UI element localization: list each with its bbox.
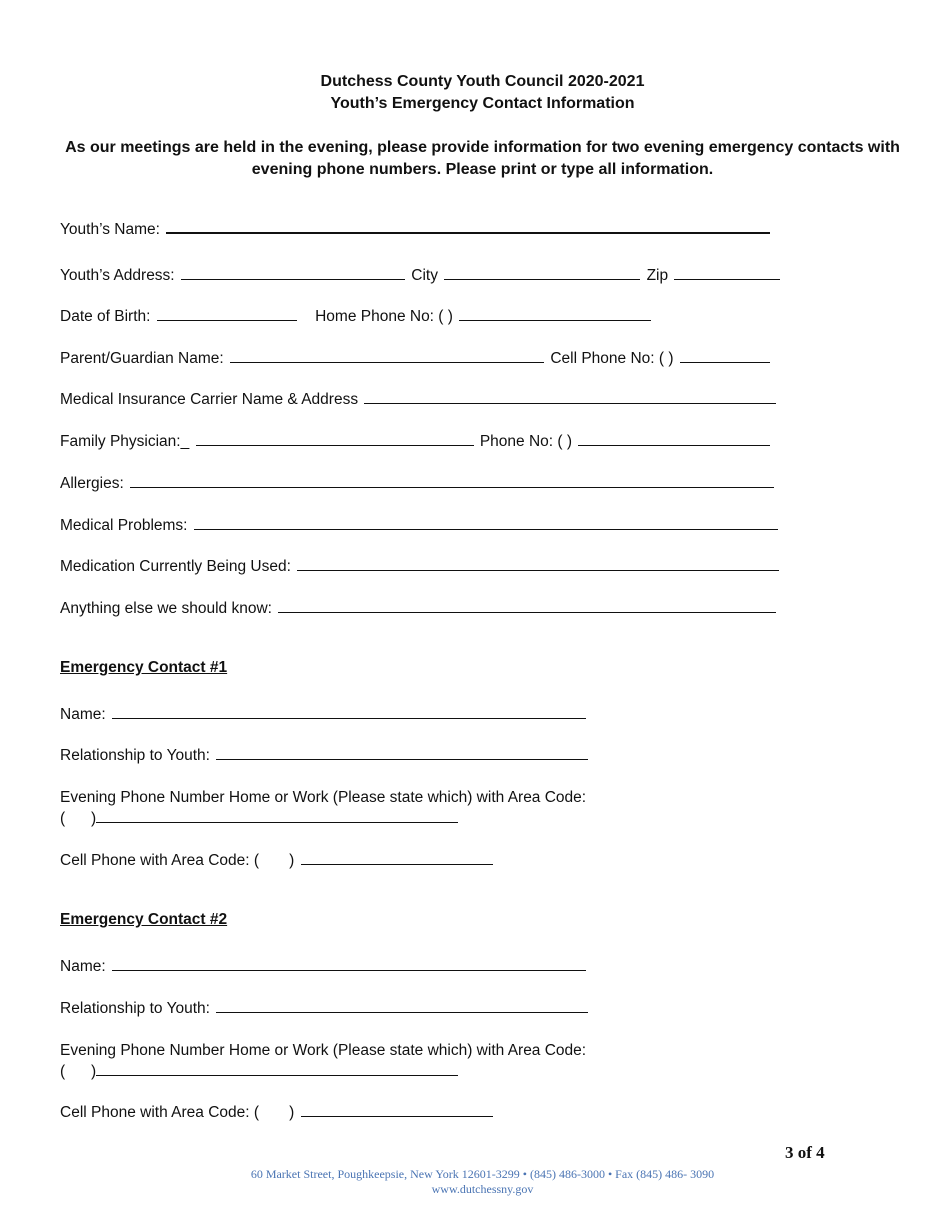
dob-label: Date of Birth: [60,308,151,325]
contact1-cell-row [60,851,495,871]
insurance-label: Medical Insurance Carrier Name & Address [60,391,359,408]
contact1-cell-field[interactable] [301,851,493,865]
city-field[interactable] [444,266,640,280]
contact2-relationship-row [60,999,590,1019]
footer-website[interactable]: www.dutchessny.gov [431,1182,534,1196]
contact2-name-field[interactable] [112,957,586,971]
cell-phone-field[interactable] [680,349,770,363]
youth-name-field[interactable] [166,219,770,234]
contact1-name-field[interactable] [112,705,586,719]
footer-address: 60 Market Street, Poughkeepsie, New York 12601-3299 • (845) 486-3000 • Fax (845) 486- 3090 [250,1167,715,1181]
cell-phone-label: Cell Phone No: ( ) [550,350,674,367]
city-label: City [411,267,438,284]
form-title: Dutchess County Youth Council 2020-2021 [320,73,645,90]
medication-row [60,557,781,577]
contact2-evening-phone-line-row [60,1062,460,1082]
allergies-field[interactable] [130,474,774,488]
contact1-cell-label: Cell Phone with Area Code: ( ) [60,852,295,869]
medical-problems-field[interactable] [194,516,778,530]
emergency-contact-1-heading: Emergency Contact #1 [60,659,228,676]
page-number: 3 of 4 [785,1143,825,1162]
physician-field[interactable] [196,432,474,446]
contact1-evening-phone-label: Evening Phone Number Home or Work (Please state which) with Area Code: [60,789,587,806]
anything-else-row [60,599,778,619]
contact2-cell-label: Cell Phone with Area Code: ( ) [60,1104,295,1121]
contact2-name-label: Name: [60,958,106,975]
emergency-contact-2-heading: Emergency Contact #2 [60,911,228,928]
contact2-cell-field[interactable] [301,1103,493,1117]
youth-name-label: Youth’s Name: [60,221,160,238]
physician-phone-label: Phone No: ( ) [479,433,573,450]
contact2-relationship-label: Relationship to Youth: [60,1000,210,1017]
anything-else-label: Anything else we should know: [60,600,272,617]
zip-field[interactable] [674,266,780,280]
contact1-relationship-label: Relationship to Youth: [60,747,210,764]
anything-else-field[interactable] [278,599,776,613]
youth-address-field[interactable] [181,266,405,280]
physician-row [60,432,772,452]
contact2-evening-area-code: ( ) [60,1063,97,1080]
contact2-evening-phone-field[interactable] [96,1062,458,1076]
physician-phone-field[interactable] [578,432,770,446]
contact2-evening-phone-label: Evening Phone Number Home or Work (Please state which) with Area Code: [60,1042,587,1059]
dob-field[interactable] [157,307,297,321]
insurance-field[interactable] [364,390,776,404]
youth-address-label: Youth’s Address: [60,267,175,284]
youth-name-row [60,219,772,240]
medication-field[interactable] [297,557,779,571]
contact1-relationship-row [60,746,590,766]
allergies-label: Allergies: [60,475,124,492]
parent-name-label: Parent/Guardian Name: [60,350,224,367]
form-subtitle: Youth’s Emergency Contact Information [330,95,635,112]
contact1-name-label: Name: [60,706,106,723]
home-phone-field[interactable] [459,307,651,321]
physician-label: Family Physician:_ [60,433,190,450]
contact1-evening-phone-field[interactable] [96,809,458,823]
medication-label: Medication Currently Being Used: [60,558,291,575]
contact1-relationship-field[interactable] [216,746,588,760]
contact1-evening-phone-line-row [60,809,460,829]
contact1-evening-area-code: ( ) [60,810,97,827]
home-phone-label: Home Phone No: ( ) [315,308,453,325]
contact2-name-row [60,957,588,977]
insurance-row [60,390,778,410]
contact2-cell-row [60,1103,495,1123]
parent-row [60,349,772,369]
medical-problems-row [60,516,780,536]
contact2-relationship-field[interactable] [216,999,588,1013]
allergies-row [60,474,776,494]
zip-label: Zip [646,267,669,284]
contact1-name-row [60,705,588,725]
instructions: As our meetings are held in the evening, please provide information for two evening emergency contacts with evening phone numbers. Please print or type all information. [65,139,900,178]
parent-name-field[interactable] [230,349,544,363]
contact1-evening-phone-row [60,788,586,808]
medical-problems-label: Medical Problems: [60,517,188,534]
dob-row [60,307,653,327]
contact2-evening-phone-row [60,1041,586,1061]
youth-address-row [60,266,782,286]
